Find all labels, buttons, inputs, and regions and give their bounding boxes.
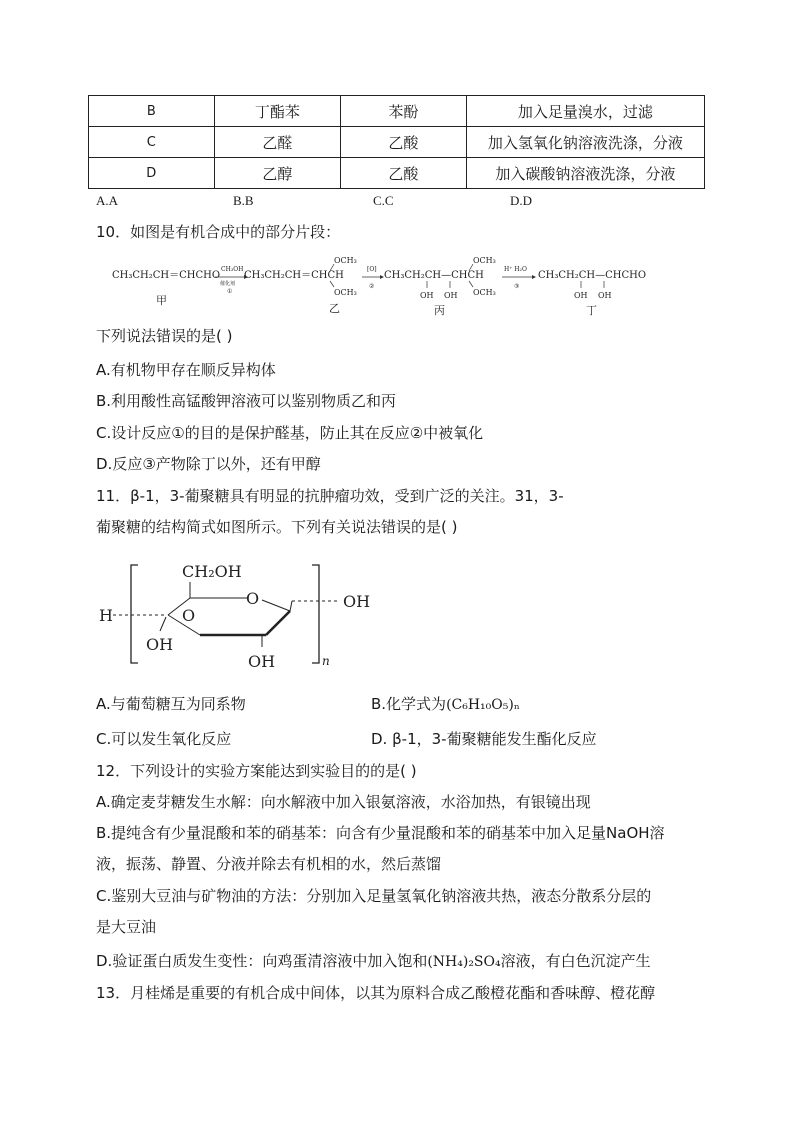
q13-stem: 13．月桂烯是重要的有机合成中间体，以其为原料合成乙酸橙花酯和香味醇、橙花醇 xyxy=(96,984,656,1002)
q11-option-a: A.与葡萄糖互为同系物 xyxy=(96,695,246,713)
q12-option-d-prefix: D.验证蛋白质发生变性：向鸡蛋清溶液中加入饱和 xyxy=(96,952,428,970)
table-row xyxy=(89,96,705,127)
ring-oxygen: O xyxy=(246,589,260,608)
ding-oh-b: OH xyxy=(598,291,612,300)
arrow2-reagent: [O] xyxy=(367,266,377,273)
q11-option-b xyxy=(371,694,520,715)
q10-option-a: A.有机物甲存在顺反异构体 xyxy=(96,361,276,379)
compound-bing: CH₃CH₂CH—CHCH xyxy=(384,270,484,281)
q10-reaction-scheme xyxy=(108,252,668,322)
arrow2-number: ② xyxy=(369,283,375,290)
bing-och3-down: OCH₃ xyxy=(473,288,496,297)
ding-oh-a: OH xyxy=(574,291,588,300)
yi-och3-down: OCH₃ xyxy=(334,288,357,297)
bracket-right xyxy=(312,565,319,663)
q10-option-d: D.反应③产物除丁以外，还有甲醇 xyxy=(96,455,321,473)
ring-bond xyxy=(262,600,290,611)
arrow3-number: ③ xyxy=(514,283,520,290)
q12-stem: 12．下列设计的实验方案能达到实验目的的是( ) xyxy=(96,762,417,780)
q11-stem-line2: 葡聚糖的结构简式如图所示。下列有关说法错误的是( ) xyxy=(96,518,458,536)
q10-option-b: B.利用酸性高锰酸钾溶液可以鉴别物质乙和丙 xyxy=(96,392,397,410)
hydroxyl-mid: OH xyxy=(248,652,276,671)
q12-option-b-line1: B.提纯含有少量混酸和苯的硝基苯：向含有少量混酸和苯的硝基苯中加入足量NaOH溶 xyxy=(96,824,665,842)
bond xyxy=(469,281,473,287)
table-row xyxy=(89,158,705,189)
bing-och3-up: OCH₃ xyxy=(473,256,496,265)
compound-ding: CH₃CH₂CH—CHCHO xyxy=(538,270,647,281)
q11-option-b-prefix: B.化学式为 xyxy=(371,695,447,713)
q11-stem-line1: 11．β-1，3-葡聚糖具有明显的抗肿瘤功效，受到广泛的关注。31，3- xyxy=(96,487,564,505)
compound-label-bing: 丙 xyxy=(434,304,445,317)
q11-option-d: D. β-1，3-葡聚糖能发生酯化反应 xyxy=(371,730,597,748)
table-cell: 乙醇 xyxy=(214,158,341,189)
compound-label-jia: 甲 xyxy=(156,294,167,307)
arrow-head xyxy=(532,275,536,279)
bing-oh-b: OH xyxy=(444,291,458,300)
arrow1-reagent: CH₃OH xyxy=(221,266,244,273)
table-cell: 乙醛 xyxy=(214,127,341,158)
bond xyxy=(330,281,334,287)
arrow1-number: ① xyxy=(227,288,233,295)
compound-label-ding: 丁 xyxy=(586,304,597,317)
table-cell: C xyxy=(89,127,215,158)
table-cell: D xyxy=(89,158,215,189)
separation-table xyxy=(88,95,705,189)
q9-option-b: B.B xyxy=(233,193,254,208)
q9-option-d: D.D xyxy=(510,193,533,208)
q10-stem: 10．如图是有机合成中的部分片段： xyxy=(96,223,341,241)
table-cell: 苯酚 xyxy=(341,96,467,127)
bing-oh-a: OH xyxy=(420,291,434,300)
glycosidic-oxygen: O xyxy=(182,606,196,625)
compound-label-yi: 乙 xyxy=(329,302,340,315)
q12-option-c-line1: C.鉴别大豆油与矿物油的方法：分别加入足量氢氧化钠溶液共热，液态分散系分层的 xyxy=(96,887,652,905)
bracket-left xyxy=(131,565,138,663)
table-cell: 乙酸 xyxy=(341,127,467,158)
table-cell: 乙酸 xyxy=(341,158,467,189)
q12-option-b-line2: 液，振荡、静置、分液并除去有机相的水，然后蒸馏 xyxy=(96,855,442,873)
table-cell: B xyxy=(89,96,215,127)
table-row xyxy=(89,127,705,158)
q11-option-b-formula: (C₆H₁₀O₅)ₙ xyxy=(446,697,520,713)
arrow3-reagent: H⁺ H₂O xyxy=(504,266,527,273)
table-cell: 加入足量溴水，过滤 xyxy=(466,96,704,127)
q12-option-d-formula: (NH₄)₂SO₄ xyxy=(427,954,501,970)
glucan-structure xyxy=(96,555,396,675)
ring-bond xyxy=(266,611,290,635)
q10-prompt: 下列说法错误的是( ) xyxy=(96,327,233,345)
compound-jia: CH₃CH₂CH＝CHCHO xyxy=(112,270,221,281)
table-cell: 加入碳酸钠溶液洗涤，分液 xyxy=(466,158,704,189)
hydroxyl-left: OH xyxy=(146,635,174,654)
table-cell: 丁酯苯 xyxy=(214,96,341,127)
bond xyxy=(160,617,166,631)
q9-option-c: C.C xyxy=(373,193,394,208)
q12-option-a: A.确定麦芽糖发生水解：向水解液中加入银氨溶液，水浴加热，有银镜出现 xyxy=(96,793,591,811)
table-cell: 加入氢氧化钠溶液洗涤，分液 xyxy=(466,127,704,158)
q12-option-c-line2: 是大豆油 xyxy=(96,918,157,936)
ch2oh-group: CH₂OH xyxy=(182,562,242,581)
arrow1-catalyst: 催化剂 xyxy=(220,281,236,287)
q10-option-c: C.设计反应①的目的是保护醛基，防止其在反应②中被氧化 xyxy=(96,424,484,442)
terminal-oh: OH xyxy=(343,592,371,611)
compound-yi: CH₃CH₂CH＝CHCH xyxy=(244,270,344,281)
q9-option-a: A.A xyxy=(96,193,119,208)
q12-option-d xyxy=(96,951,651,972)
q9-options xyxy=(96,193,616,213)
yi-och3-up: OCH₃ xyxy=(334,256,357,265)
q12-option-d-suffix: 溶液，有白色沉淀产生 xyxy=(500,952,651,970)
terminal-h: H xyxy=(99,606,113,625)
q11-option-c: C.可以发生氧化反应 xyxy=(96,730,232,748)
repeat-subscript: n xyxy=(322,654,330,668)
bond xyxy=(290,601,292,611)
